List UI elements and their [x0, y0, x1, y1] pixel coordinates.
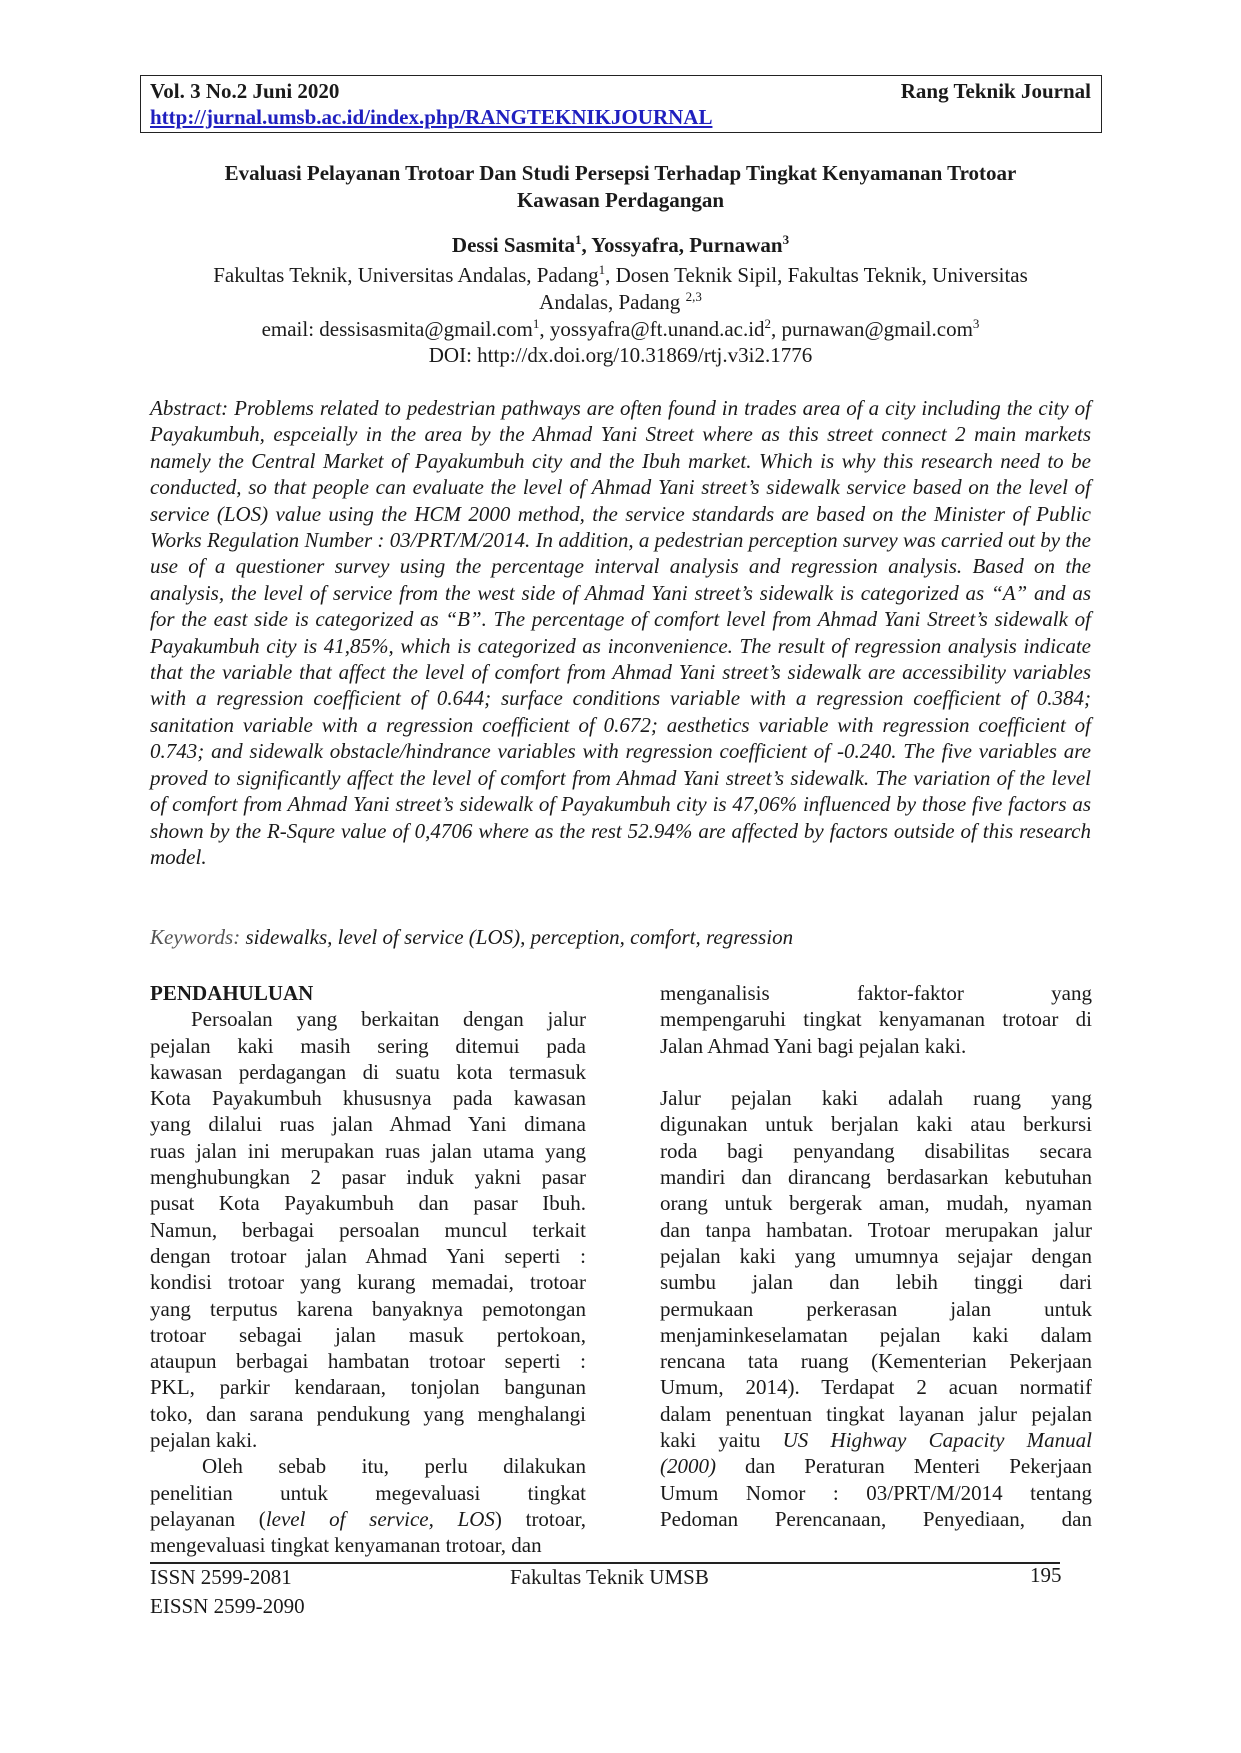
body-line: dalam penentuan tingkat layanan jalur pejalan: [660, 1401, 1092, 1426]
body-line: menghubungkan 2 pasar induk yakni pasar: [150, 1165, 586, 1190]
affiliation-text: Fakultas Teknik, Universitas Andalas, Padang: [213, 263, 599, 287]
body-line: Jalur pejalan kaki adalah ruang yang: [660, 1086, 1092, 1111]
affiliation-text: Andalas, Padang: [539, 290, 686, 314]
body-text: dan Peraturan Menteri Pekerjaan: [716, 1454, 1092, 1479]
body-line: [660, 1453, 1092, 1479]
body-line: yang dilalui ruas jalan Ahmad Yani dimana: [150, 1112, 586, 1137]
section-heading: PENDAHULUAN: [150, 981, 314, 1005]
body-line: sumbu jalan dan lebih tinggi dari: [660, 1270, 1092, 1295]
affiliation-sup: 2,3: [685, 289, 702, 304]
body-line: kawasan perdagangan di suatu kota termasuk: [150, 1059, 586, 1084]
body-line: pusat Kota Payakumbuh dan pasar Ibuh.: [150, 1191, 586, 1216]
body-line: Namun, berbagai persoalan muncul terkait: [150, 1217, 586, 1242]
author-name: , Yossyafra, Purnawan: [581, 233, 783, 257]
body-line: ruas jalan ini merupakan ruas jalan utama yang: [150, 1138, 586, 1163]
footer-faculty: Fakultas Teknik UMSB: [510, 1565, 709, 1589]
affiliation-line: [150, 289, 1091, 316]
body-line: toko, dan sarana pendukung yang menghalangi: [150, 1401, 586, 1426]
left-column: [150, 980, 586, 1559]
journal-name: Rang Teknik Journal: [900, 79, 1091, 103]
body-line: mempengaruhi tingkat kenyamanan trotoar di: [660, 1007, 1092, 1032]
body-line: penelitian untuk megevaluasi tingkat: [150, 1480, 586, 1505]
body-line: orang untuk bergerak aman, mudah, nyaman: [660, 1191, 1092, 1216]
body-text: pelayanan (: [150, 1506, 266, 1531]
body-line: permukaan perkerasan jalan untuk: [660, 1296, 1092, 1321]
affiliation-text: , Dosen Teknik Sipil, Fakultas Teknik, Universitas: [605, 263, 1028, 287]
body-italic: level of service, LOS: [265, 1506, 495, 1531]
affiliation-line: [150, 262, 1091, 289]
footer-eissn: EISSN 2599-2090: [150, 1594, 305, 1618]
body-text: ) trotoar,: [494, 1506, 586, 1531]
keywords-label: Keywords:: [150, 925, 241, 949]
keywords-text: sidewalks, level of service (LOS), perception, comfort, regression: [240, 925, 794, 949]
email-sup: 2: [764, 316, 772, 331]
body-line: Pedoman Perencanaan, Penyediaan, dan: [660, 1506, 1092, 1531]
author-sup: 1: [575, 232, 582, 247]
body-line: trotoar sebagai jalan masuk pertokoan,: [150, 1322, 586, 1347]
author-sup: 3: [782, 232, 790, 247]
body-line: [660, 1427, 1092, 1453]
body-line: ataupun berbagai hambatan trotoar seperti :: [150, 1349, 586, 1374]
body-line: roda bagi penyandang disabilitas secara: [660, 1138, 1092, 1163]
body-line: dan tanpa hambatan. Trotoar merupakan jalur: [660, 1217, 1092, 1242]
body-line: menganalisis faktor-faktor yang: [660, 981, 1092, 1005]
page-number: 195: [1030, 1563, 1062, 1587]
affiliation-sup: 1: [598, 262, 606, 277]
body-line: mandiri dan dirancang berdasarkan kebutuhan: [660, 1165, 1092, 1190]
article-title: [150, 160, 1091, 214]
body-line: Persoalan yang berkaitan dengan jalur: [191, 1007, 586, 1032]
body-line: digunakan untuk berjalan kaki atau berkursi: [660, 1112, 1092, 1137]
body-line: PKL, parkir kendaraan, tonjolan bangunan: [150, 1375, 586, 1400]
body-line: pejalan kaki.: [150, 1428, 258, 1453]
journal-url-link[interactable]: http://jurnal.umsb.ac.id/index.php/RANGTEKNIKJOURNAL: [150, 105, 713, 129]
body-line: pejalan kaki masih sering ditemui pada: [150, 1033, 586, 1058]
doi-link[interactable]: DOI: http://dx.doi.org/10.31869/rtj.v3i2.1776: [428, 343, 813, 367]
email-sup: 3: [972, 316, 980, 331]
title-line: Evaluasi Pelayanan Trotoar Dan Studi Persepsi Terhadap Tingkat Kenyamanan Trotoar: [224, 161, 1017, 185]
body-line: Umum Nomor : 03/PRT/M/2014 tentang: [660, 1480, 1092, 1505]
footer-divider: [150, 1562, 1060, 1564]
footer-issn: ISSN 2599-2081: [150, 1565, 292, 1589]
body-line: dengan trotoar jalan Ahmad Yani seperti :: [150, 1243, 586, 1268]
body-line: kondisi trotoar yang kurang memadai, trotoar: [150, 1270, 586, 1295]
journal-header: [140, 75, 1102, 133]
body-line: mengevaluasi tingkat kenyamanan trotoar, dan: [150, 1533, 542, 1558]
paragraph-gap: [660, 1059, 1092, 1085]
email-text: email: dessisasmita@gmail.com: [261, 317, 533, 341]
title-line: Kawasan Perdagangan: [516, 188, 725, 212]
body-line: [150, 1506, 586, 1532]
body-line: Umum, 2014). Terdapat 2 acuan normatif: [660, 1375, 1092, 1400]
author-name: Dessi Sasmita: [451, 233, 575, 257]
email-text: , yossyafra@ft.unand.ac.id: [539, 317, 765, 341]
body-line: Oleh sebab itu, perlu dilakukan: [202, 1454, 586, 1479]
body-text: kaki yaitu: [660, 1428, 783, 1453]
body-italic: US Highway Capacity Manual: [782, 1428, 1092, 1453]
body-line: yang terputus karena banyaknya pemotongan: [150, 1296, 586, 1321]
affiliation: [150, 262, 1091, 316]
author-list: [150, 233, 1091, 258]
body-line: rencana tata ruang (Kementerian Pekerjaan: [660, 1349, 1092, 1374]
body-line: pejalan kaki yang umumnya sejajar dengan: [660, 1243, 1092, 1268]
body-line: Jalan Ahmad Yani bagi pejalan kaki.: [660, 1033, 967, 1058]
body-line: menjaminkeselamatan pejalan kaki dalam: [660, 1322, 1092, 1347]
volume-info: Vol. 3 No.2 Juni 2020: [150, 79, 340, 103]
right-column: [660, 980, 1092, 1532]
body-line: Kota Payakumbuh khususnya pada kawasan: [150, 1086, 586, 1111]
email-sup: 1: [532, 316, 540, 331]
body-italic: (2000): [660, 1454, 716, 1479]
keywords: [150, 925, 1091, 950]
author-emails: [150, 317, 1091, 342]
email-text: , purnawan@gmail.com: [771, 317, 973, 341]
abstract: Abstract: Problems related to pedestrian pathways are often found in trades area of a city including the city of Payakumbuh, espceially in the area by the Ahmad Yani Street where as this street connect 2 main markets namely the Central Market of Payakumbuh city and the Ibuh market. Which is why this research need to be conducted, so that people can evaluate the level of Ahmad Yani street’s sidewalk service based on the level of service (LOS) value using the HCM 2000 method, the service standards are based on the Minister of Public Works Regulation Number : 03/PRT/M/2014. In addition, a pedestrian perception survey was carried out by the use of a questioner survey using the percentage interval analysis and regression analysis. Based on the analysis, the level of service from the west side of Ahmad Yani street’s sidewalk is categorized as “A” and as for the east side is categorized as “B”. The percentage of comfort level from Ahmad Yani Street’s sidewalk of Payakumbuh city is 41,85%, which is categorized as inconvenience. The result of regression analysis indicate that the variable that affect the level of comfort from Ahmad Yani street’s sidewalk are accessibility variables with a regression coefficient of 0.644; surface conditions variable with a regression coefficient of 0.384; sanitation variable with a regression coefficient of 0.672; aesthetics variable with regression coefficient of 0.743; and sidewalk obstacle/hindrance variables with regression coefficient of -0.240. The five variables are proved to significantly affect the level of comfort from Ahmad Yani street’s sidewalk. The variation of the level of comfort from Ahmad Yani street’s sidewalk of Payakumbuh city is 47,06% influenced by those five factors as shown by the R-Squre value of 0,4706 where as the rest 52.94% are affected by factors outside of this research model.: [150, 396, 1091, 869]
